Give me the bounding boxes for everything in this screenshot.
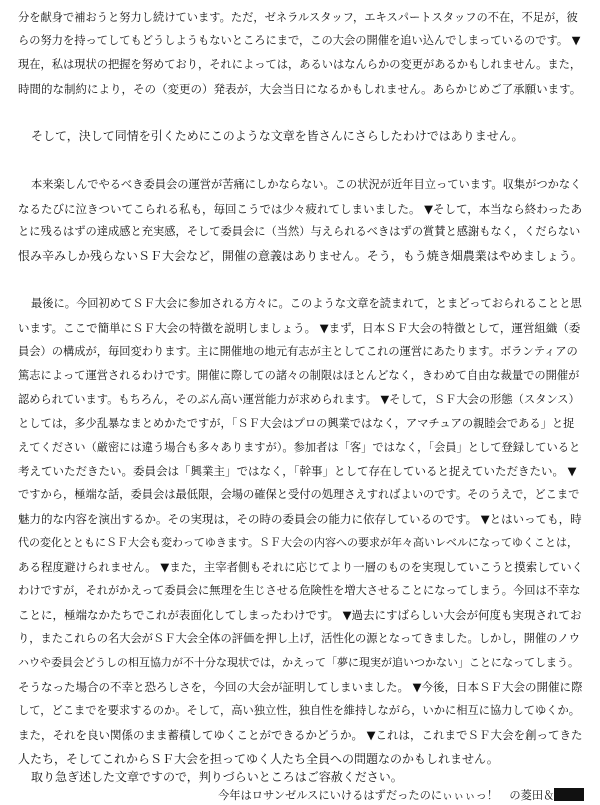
text-line: ハウや委員会どうしの相互協力が不十分な現状では，かえって「夢に現実が追いつかない」ことになってしまう。: [18, 656, 579, 669]
text-line: 現在，私は現状の把握を努めており，それによっては，あるいはなんらかの変更があるかもしれません。また，: [18, 58, 582, 71]
redaction-block: [554, 788, 584, 801]
text-line: えてください（厳密には違う場合も多々ありますが）。参加者は「客」ではなく，「会員」として登録していると: [18, 441, 581, 454]
text-line: 人たち，そしてこれからＳＦ大会を担ってゆく人たち全員への問題なのかもしれません。: [18, 752, 499, 766]
text-line: 考えていただきたい。委員会は「興業主」ではなく，「幹事」として存在していると捉えていただきたい。 ▼: [18, 464, 577, 478]
text-line: そうなった場合の不幸と恐ろしさを，今回の大会が証明してしまいました。 ▼今後，日本ＳＦ大会の開催に際: [18, 680, 583, 694]
text-line: 恨み辛みしか残らないＳＦ大会など，開催の意義はありません。そう，もう焼き畑農業はやめましょう。: [18, 249, 583, 263]
text-line: して，どこまでを要求するのか。そして，高い独立性，独自性を維持しながら，いかに相互に協力してゆくか。: [18, 704, 581, 717]
text-line: り，またこれらの名大会がＳＦ大会全体の評価を押し上げ，活性化の源となってきました。しかし，開催のノウ: [18, 632, 581, 645]
text-line: としては，多少乱暴なまとめかたですが，「ＳＦ大会はプロの興業ではなく，アマチュアの親睦会である」と捉: [18, 417, 575, 430]
text-line: 取り急ぎ述した文章ですので，判りづらいところはご容赦ください。: [31, 770, 403, 784]
text-line: 本来楽しんでやるべき委員会の運営が苦痛にしかならない。この状況が近年目立っています。収集がつかなく: [31, 178, 582, 191]
text-line: ある程度避けられません。 ▼また，主宰者側もそれに応じてより一層のものを実現していこうと摸索していく: [18, 560, 584, 574]
text-line: 代の変化とともにＳＦ大会も変わってゆきます。ＳＦ大会の内容への要求が年々高いレベルになってゆくことは，: [18, 536, 579, 549]
text-line: 魅力的な内容を演出するか。その実現は，その時の委員会の能力に依存しているのです。 ▼とはいっても，時: [18, 512, 582, 526]
text-line: そして，決して同情を引くためにこのような文章を皆さんにさらしたわけではありません。: [31, 129, 524, 143]
text-line: 分を献身で補おうと努力し続けています。ただ，ゼネラルスタッフ，エキスパートスタッフの不在，不足が，彼: [18, 11, 578, 24]
text-line: 認められています。もちろん，そのぶん高い運営能力が求められます。 ▼そして，ＳＦ大会の形態（スタンス）: [18, 393, 580, 406]
text-line: 篤志によって運営されるわけです。開催に際しての諸々の制限はほとんどなく，きわめて自由な裁量での開催が: [18, 369, 580, 382]
text-line: 員会）の構成が，毎回変わります。主に開催地の地元有志が主としてこれの運営にあたります。ボランティアの: [18, 345, 578, 358]
text-line: 時間的な制約により，その（変更の）発表が，大会当日になるかもしれません。あらかじめご了承願います。: [18, 82, 582, 96]
text-line: らの努力を持ってしてもどうしようもないところにまで，この大会の開催を追い込んでしまっているのです。 ▼: [18, 34, 581, 47]
signature-line: [218, 788, 584, 804]
signature-text: 今年はロサンゼルスにいけるはずだったのにぃぃぃっ！ の菱田＆: [218, 789, 555, 802]
text-line: わけですが，それがかえって委員会に無理を生じさせる危険性を増大させることになってしまう。今回は不幸な: [18, 584, 581, 597]
text-line: また，それを良い関係のまま蓄積してゆくことができるかどうか。 ▼これは，これまでＳＦ大会を創ってきた: [18, 728, 583, 742]
text-line: ことに，極端なかたちでこれが表面化してしまったわけです。 ▼過去にすばらしい大会が何度も実現されてお: [18, 608, 582, 622]
text-line: なるたびに泣きついてこられる私も，毎回こうでは少々疲れてしまいました。 ▼そして，本当なら終わったあ: [18, 202, 583, 216]
text-line: ですから，極端な話，委員会は最低限，会場の確保と受付の処理さえすればよいのです。そのうえで，どこまで: [18, 488, 580, 501]
text-line: 最後に。今回初めてＳＦ大会に参加される方々に。このような文章を読まれて，とまどっておられることと思: [31, 297, 582, 310]
text-line: とに残るはずの達成感と充実感，そして委員会に（当然）与えられるべきはずの賞賛と感謝もなく，くだらない: [18, 225, 581, 238]
text-line: います。ここで簡単にＳＦ大会の特徴を説明しましょう。 ▼まず，日本ＳＦ大会の特徴として，運営組織（委: [18, 321, 581, 335]
